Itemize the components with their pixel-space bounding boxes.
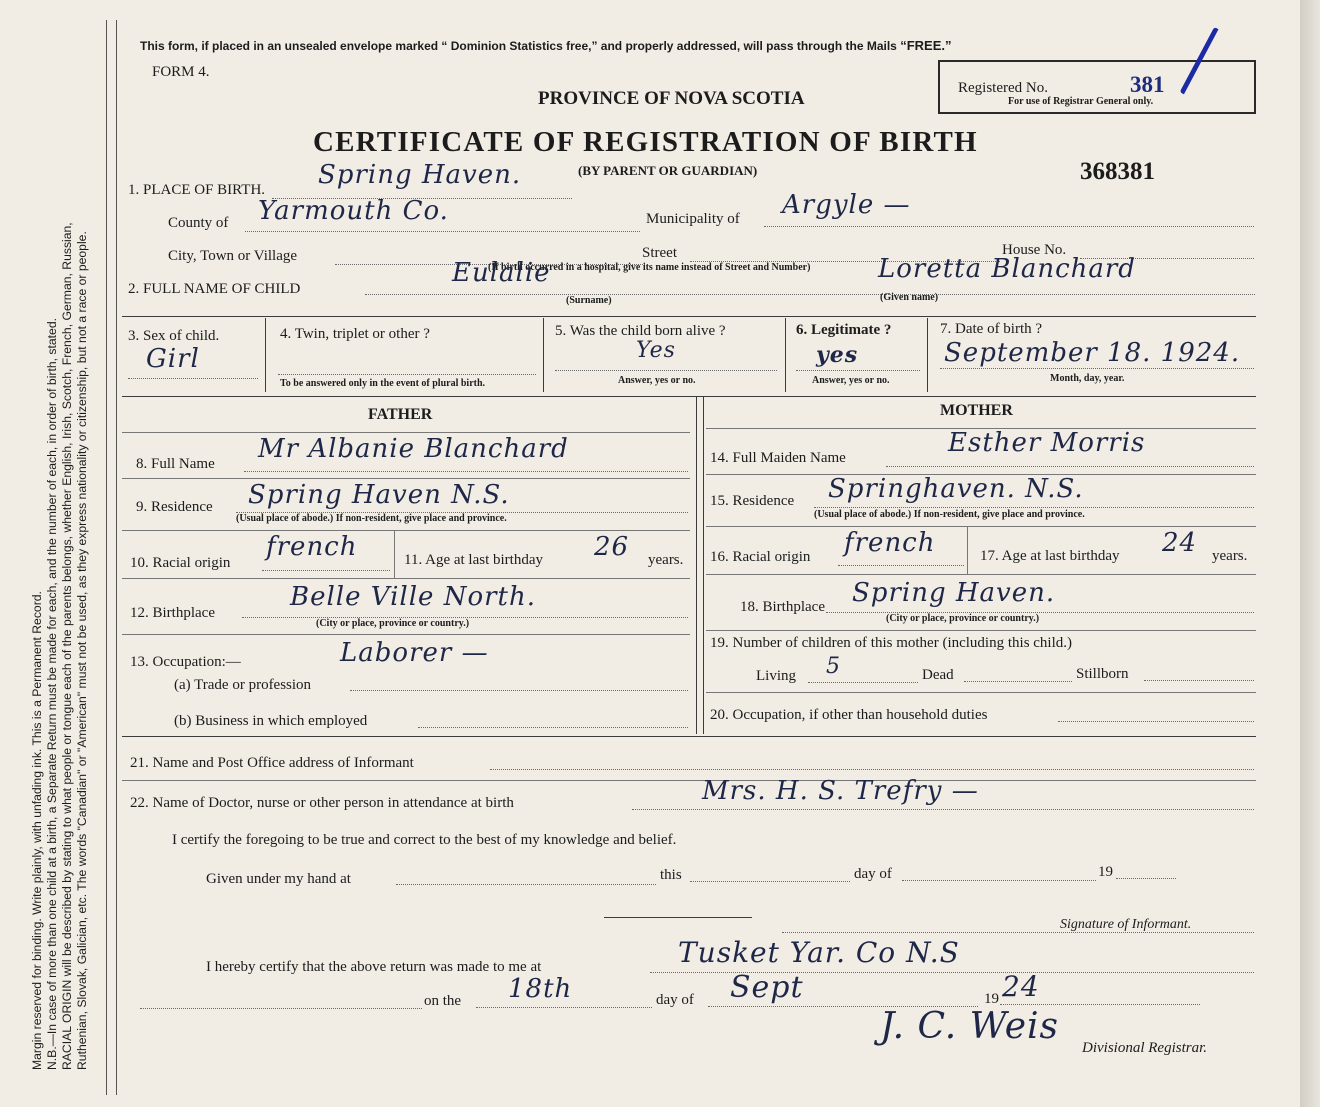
- mother-name-value: Esther Morris: [948, 428, 1146, 458]
- dead-label: Dead: [922, 667, 954, 683]
- mother-birthplace-label: 18. Birthplace: [740, 599, 825, 615]
- surname-label: (Surname): [566, 295, 612, 306]
- mother-residence-label: 15. Residence: [710, 493, 795, 509]
- stillborn-label: Stillborn: [1076, 666, 1129, 682]
- binding-note-1: Margin reserved for binding. Write plainly, with unfading ink. This is a Permanent Record.: [30, 591, 44, 1070]
- child-name-label: 2. FULL NAME OF CHILD: [128, 281, 301, 297]
- informant-address-label: 21. Name and Post Office address of Informant: [130, 755, 414, 771]
- registrar-signature: J. C. Weis: [880, 1006, 1060, 1047]
- child-surname-value: Eulalie: [452, 258, 551, 288]
- attendant-label: 22. Name of Doctor, nurse or other person in attendance at birth: [130, 795, 514, 811]
- place-of-birth-label: 1. PLACE OF BIRTH.: [128, 182, 266, 198]
- father-birthplace-label: 12. Birthplace: [130, 605, 215, 621]
- mother-age-unit: years.: [1212, 548, 1248, 564]
- county-value: Yarmouth Co.: [258, 196, 449, 226]
- binding-note-4: Ruthenian, Slovak, Galician, etc. The words "Canadian" or "American" must not be used, as they express nationality or citizenship, but not a race or people.: [75, 231, 89, 1070]
- mother-occupation-label: 20. Occupation, if other than household duties: [710, 707, 988, 723]
- born-alive-note: Answer, yes or no.: [618, 375, 696, 386]
- mother-name-label: 14. Full Maiden Name: [710, 450, 846, 466]
- father-racial-origin-label: 10. Racial origin: [130, 555, 231, 571]
- house-no-label: House No.: [1002, 242, 1067, 258]
- mother-age-value: 24: [1162, 528, 1198, 558]
- children-label: 19. Number of children of this mother (including this child.): [710, 635, 1073, 651]
- form-number: FORM 4.: [152, 64, 210, 80]
- margin-rule-inner: [116, 20, 117, 1095]
- registered-label: Registered No.: [958, 80, 1048, 96]
- mother-residence-value: Springhaven. N.S.: [828, 474, 1084, 504]
- registered-number: 381: [1130, 72, 1165, 97]
- on-the-label: on the: [424, 993, 462, 1009]
- living-value: 5: [826, 654, 841, 679]
- born-alive-value: Yes: [636, 338, 676, 363]
- hospital-note: (If birth occurred in a hospital, give its name instead of Street and Number): [488, 262, 811, 273]
- registrar-note: For use of Registrar General only.: [1008, 96, 1154, 107]
- sex-label: 3. Sex of child.: [128, 328, 220, 344]
- county-label: County of: [168, 215, 229, 231]
- father-birthplace-note: (City or place, province or country.): [316, 618, 470, 629]
- mother-heading: MOTHER: [940, 402, 1013, 419]
- legitimate-value: yes: [816, 342, 859, 368]
- mail-notice: This form, if placed in an unsealed envelope marked “ Dominion Statistics free,” and properly addressed, will pass through the Mails “FREE.”: [140, 38, 952, 53]
- date-of-birth-note: Month, day, year.: [1050, 373, 1125, 384]
- mother-age-label: 17. Age at last birthday: [980, 548, 1120, 564]
- mother-residence-note: (Usual place of abode.) If non-resident, give place and province.: [814, 509, 1085, 520]
- certificate-title: CERTIFICATE OF REGISTRATION OF BIRTH: [313, 126, 978, 158]
- father-racial-origin-value: french: [266, 532, 358, 562]
- mother-racial-origin-label: 16. Racial origin: [710, 549, 811, 565]
- day-of-label: day of: [854, 866, 892, 882]
- page-edge: [1300, 0, 1320, 1107]
- given-name-label: (Given name): [880, 292, 939, 303]
- binding-note-3: RACIAL ORIGIN will be described by stating to what people or tongue each of the parents belongs, whether English, Irish, Scotch, French, German, Russian,: [60, 222, 74, 1070]
- certificate-subtitle: (BY PARENT OR GUARDIAN): [578, 163, 758, 178]
- place-of-birth-value: Spring Haven.: [318, 160, 522, 190]
- attendant-value: Mrs. H. S. Trefry —: [702, 776, 979, 806]
- year-19-label: 19: [1098, 864, 1113, 880]
- certify-statement: I certify the foregoing to be true and correct to the best of my knowledge and belief.: [172, 832, 677, 848]
- return-year-printed: 19: [984, 991, 999, 1007]
- father-heading: FATHER: [368, 406, 433, 423]
- signature-informant-label: Signature of Informant.: [1060, 917, 1192, 932]
- father-birthplace-value: Belle Ville North.: [290, 582, 536, 612]
- legitimate-label: 6. Legitimate ?: [796, 322, 892, 338]
- given-under-label: Given under my hand at: [206, 871, 351, 887]
- municipality-label: Municipality of: [646, 211, 740, 227]
- sex-value: Girl: [146, 344, 200, 374]
- child-given-name-value: Loretta Blanchard: [878, 254, 1136, 284]
- father-name-label: 8. Full Name: [136, 456, 215, 472]
- return-day-of-label: day of: [656, 992, 694, 1008]
- father-trade-label: (a) Trade or profession: [174, 677, 312, 693]
- municipality-value: Argyle —: [782, 190, 911, 220]
- city-label: City, Town or Village: [168, 248, 298, 264]
- margin-rule: [106, 20, 107, 1095]
- return-label: I hereby certify that the above return was made to me at: [206, 959, 542, 975]
- serial-number: 368381: [1080, 158, 1155, 185]
- date-of-birth-label: 7. Date of birth ?: [940, 321, 1043, 337]
- binding-margin-notes: [30, 10, 90, 1070]
- father-name-value: Mr Albanie Blanchard: [258, 434, 569, 464]
- twin-label: 4. Twin, triplet or other ?: [280, 326, 430, 342]
- date-of-birth-value: September 18. 1924.: [944, 338, 1241, 368]
- mother-birthplace-value: Spring Haven.: [852, 578, 1056, 608]
- father-age-label: 11. Age at last birthday: [404, 552, 543, 568]
- mother-racial-origin-value: french: [844, 528, 936, 558]
- living-label: Living: [756, 668, 796, 684]
- father-trade-value: Laborer —: [340, 638, 489, 668]
- return-year-value: 24: [1002, 970, 1040, 1003]
- father-residence-value: Spring Haven N.S.: [248, 480, 510, 510]
- return-day-value: 18th: [508, 974, 573, 1004]
- return-place-value: Tusket Yar. Co N.S: [678, 936, 960, 969]
- father-age-unit: years.: [648, 552, 684, 568]
- street-label: Street: [642, 245, 677, 261]
- twin-note: To be answered only in the event of plural birth.: [280, 378, 486, 389]
- father-business-label: (b) Business in which employed: [174, 713, 368, 729]
- father-age-value: 26: [594, 532, 630, 562]
- born-alive-label: 5. Was the child born alive ?: [555, 323, 726, 339]
- this-label: this: [660, 867, 682, 883]
- return-month-value: Sept: [730, 970, 804, 1005]
- binding-note-2: N.B.—In case of more than one child at a birth, a Separate Return must be made for each, and the number of each, in order of birth, stated.: [45, 318, 59, 1070]
- province-heading: PROVINCE OF NOVA SCOTIA: [538, 88, 805, 109]
- father-occupation-label: 13. Occupation:—: [130, 654, 241, 670]
- mother-birthplace-note: (City or place, province or country.): [886, 613, 1040, 624]
- father-residence-note: (Usual place of abode.) If non-resident, give place and province.: [236, 513, 507, 524]
- legitimate-note: Answer, yes or no.: [812, 375, 890, 386]
- father-residence-label: 9. Residence: [136, 499, 213, 515]
- divisional-registrar-label: Divisional Registrar.: [1082, 1040, 1208, 1056]
